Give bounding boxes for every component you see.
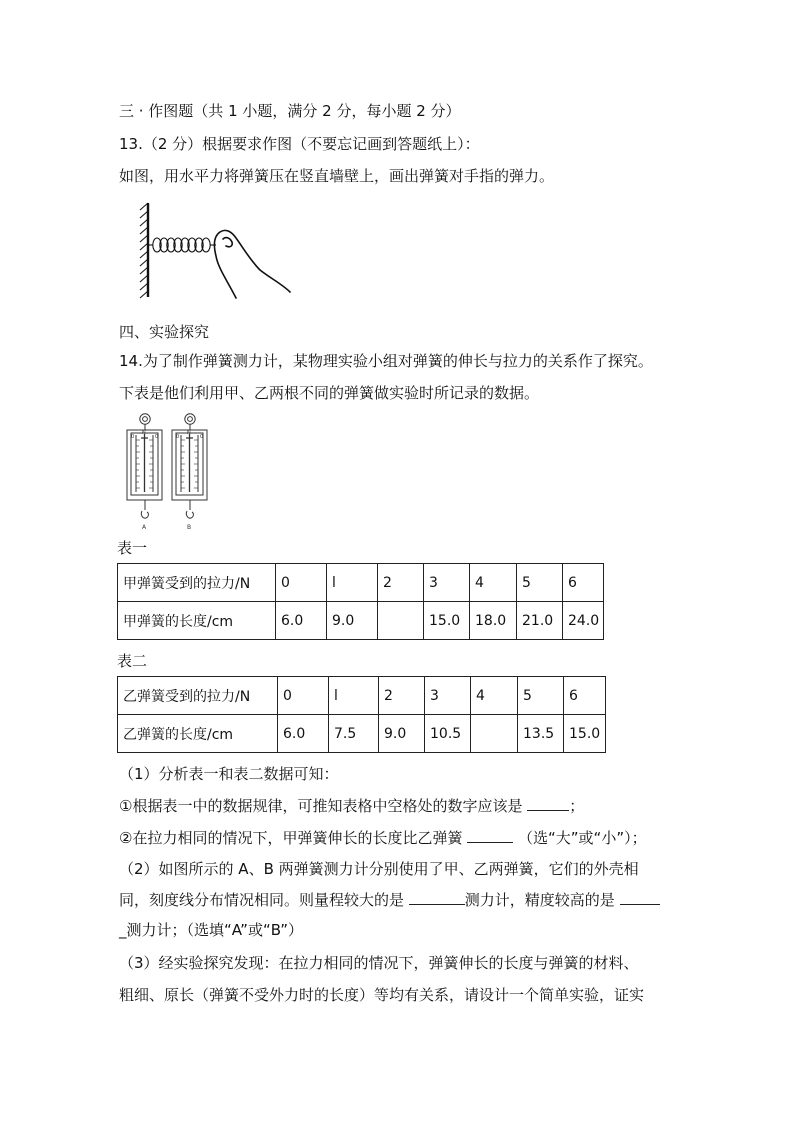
question-part1: （1）分析表一和表二数据可知： [119, 765, 339, 783]
table-cell: 15.0 [424, 602, 470, 640]
scale-a-zero-right: 0 [155, 434, 159, 440]
table-cell: 0 [278, 677, 329, 715]
table-cell: 4 [471, 677, 518, 715]
scale-b-zero-right: 0 [200, 434, 204, 440]
table1-row-length [118, 602, 604, 640]
table-cell: 6 [563, 564, 604, 602]
question-13-text: 如图，用水平力将弹簧压在竖直墙壁上，画出弹簧对手指的弹力。 [119, 167, 555, 185]
table-cell: 5 [518, 677, 564, 715]
question-part3-line1: （3）经实验探究发现：在拉力相同的情况下，弹簧伸长的长度与弹簧的材料、 [119, 954, 639, 972]
table1-row-force [118, 564, 604, 602]
finger-icon [214, 230, 290, 298]
question-14-line1: 14.为了制作弹簧测力计，某物理实验小组对弹簧的伸长与拉力的关系作了探究。 [119, 352, 653, 370]
spring-scales-figure [124, 412, 224, 534]
table-cell: 24.0 [563, 602, 604, 640]
question-part2-text-b: 测力计，精度较高的是 [464, 891, 615, 909]
question-part1b-text: ②在拉力相同的情况下，甲弹簧伸长的长度比乙弹簧 [119, 829, 463, 847]
table-cell: 乙弹簧的长度/cm [118, 715, 278, 753]
question-13-title: 13.（2 分）根据要求作图（不要忘记画到答题纸上）： [119, 135, 480, 153]
question-part3-line2: 粗细、原长（弹簧不受外力时的长度）等均有关系，请设计一个简单实验，证实 [119, 986, 645, 1004]
question-part2-line3: _测力计；（选填“A”或“B”） [119, 921, 303, 939]
question-part1b [119, 828, 647, 848]
scale-a-label: A [142, 524, 147, 531]
table1 [117, 563, 604, 640]
table-cell: 9.0 [379, 715, 425, 753]
table-cell: 10.5 [425, 715, 471, 753]
table-cell: 15.0 [564, 715, 606, 753]
table-cell: 6.0 [278, 715, 329, 753]
table-cell: 2 [378, 564, 424, 602]
scale-b-label: B [187, 524, 192, 531]
wall-icon [140, 203, 148, 298]
table-cell: 6 [564, 677, 606, 715]
spring-wall-finger-figure [122, 200, 297, 302]
table-cell-blank [471, 715, 518, 753]
section4-heading: 四、实验探究 [119, 323, 210, 341]
table-cell: 18.0 [470, 602, 517, 640]
table-cell: 21.0 [517, 602, 563, 640]
table-cell: 甲弹簧受到的拉力/N [118, 564, 276, 602]
table-cell: 3 [425, 677, 471, 715]
scale-b-n-mark: N [187, 430, 191, 436]
question-part2-line1: （2）如图所示的 A、B 两弹簧测力计分别使用了甲、乙两弹簧，它们的外壳相 [119, 860, 639, 878]
question-14-line2: 下表是他们利用甲、乙两根不同的弹簧做实验时所记录的数据。 [119, 384, 540, 402]
table2 [117, 676, 606, 753]
answer-blank-2[interactable] [467, 828, 513, 843]
answer-blank-1[interactable] [527, 796, 569, 811]
table-cell: 0 [276, 564, 327, 602]
table2-caption: 表二 [117, 652, 148, 670]
question-part1b-end: （选“大”或“小”）； [518, 829, 647, 847]
answer-blank-4[interactable] [620, 890, 660, 905]
table2-row-length [118, 715, 606, 753]
scale-a-n-mark: N [142, 430, 146, 436]
table2-row-force [118, 677, 606, 715]
table-cell: 乙弹簧受到的拉力/N [118, 677, 278, 715]
table-cell: 5 [517, 564, 563, 602]
spring-icon [148, 238, 216, 252]
question-part1a-text: ①根据表一中的数据规律，可推知表格中空格处的数字应该是 [119, 797, 523, 815]
table-cell-blank [378, 602, 424, 640]
table-cell: 6.0 [276, 602, 327, 640]
answer-blank-3[interactable] [409, 890, 465, 905]
table-cell: l [329, 677, 379, 715]
table-cell: 13.5 [518, 715, 564, 753]
table-cell: 7.5 [329, 715, 379, 753]
scale-a-zero-left: 0 [131, 434, 135, 440]
table-cell: 甲弹簧的长度/cm [118, 602, 276, 640]
table-cell: 4 [470, 564, 517, 602]
table-cell: 3 [424, 564, 470, 602]
question-part2-line2 [119, 890, 660, 910]
question-part1a [119, 796, 584, 816]
table-cell: 2 [379, 677, 425, 715]
table-cell: l [327, 564, 378, 602]
section3-heading: 三 · 作图题（共 1 小题，满分 2 分，每小题 2 分） [119, 102, 461, 120]
scale-b-zero-left: 0 [176, 434, 180, 440]
question-part2-text-a: 同，刻度线分布情况相同。则量程较大的是 [119, 891, 405, 909]
table1-caption: 表一 [117, 539, 148, 557]
table-cell: 9.0 [327, 602, 378, 640]
question-part1a-end: ； [569, 797, 585, 815]
